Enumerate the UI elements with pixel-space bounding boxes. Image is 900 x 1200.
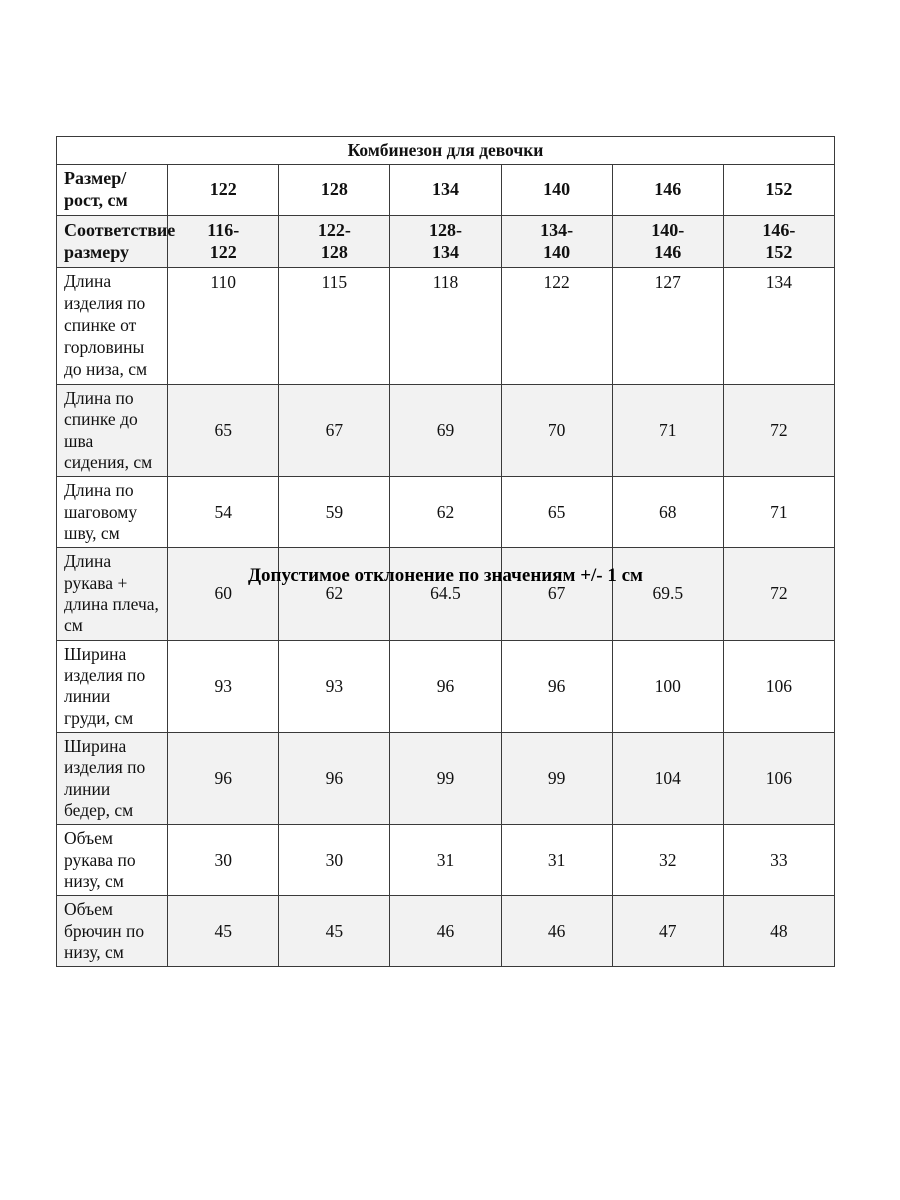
row-7-value-4: 46 (501, 896, 612, 967)
row-1-value-3: 69 (390, 384, 501, 476)
row-1-value-2: 67 (279, 384, 390, 476)
table-header-row (57, 165, 835, 216)
correspondence-bottom-6: 152 (765, 241, 793, 262)
row-label-0-line2: горловины до низа, см (64, 337, 148, 379)
correspondence-cell-6 (723, 216, 834, 268)
row-1-value-4: 70 (501, 384, 612, 476)
row-2-value-6: 71 (723, 477, 834, 548)
correspondence-cell-4 (501, 216, 612, 268)
table-row (57, 477, 835, 548)
table-row (57, 896, 835, 967)
row-label-0-line1: Длина изделия по спинке от (64, 271, 146, 336)
row-7-value-3: 46 (390, 896, 501, 967)
correspondence-cell-3 (390, 216, 501, 268)
row-1-value-6: 72 (723, 384, 834, 476)
correspondence-cell-1 (168, 216, 279, 268)
correspondence-label: Соответствие размеру (57, 216, 168, 268)
row-0-value-6: 134 (723, 268, 834, 384)
row-7-value-5: 47 (612, 896, 723, 967)
row-label-6: Объем рукава по низу, см (57, 825, 168, 896)
table-row (57, 268, 835, 384)
row-6-value-4: 31 (501, 825, 612, 896)
row-0-value-3: 118 (390, 268, 501, 384)
row-5-value-5: 104 (612, 732, 723, 824)
header-size-4: 140 (501, 165, 612, 216)
row-label-2: Длина по шаговому шву, см (57, 477, 168, 548)
header-size-6: 152 (723, 165, 834, 216)
correspondence-cell-2 (279, 216, 390, 268)
table-row (57, 548, 835, 640)
row-2-value-2: 59 (279, 477, 390, 548)
table-title-row (57, 137, 835, 165)
row-0-value-1: 110 (168, 268, 279, 384)
row-label-3: Длина рукава + длина плеча, см (57, 548, 168, 640)
correspondence-bottom-2: 128 (320, 241, 348, 262)
table-row (57, 640, 835, 732)
row-6-value-3: 31 (390, 825, 501, 896)
table-title: Комбинезон для девочки (57, 137, 835, 165)
correspondence-row (57, 216, 835, 268)
correspondence-bottom-3: 134 (431, 241, 459, 262)
row-6-value-1: 30 (168, 825, 279, 896)
correspondence-bottom-4: 140 (543, 241, 571, 262)
row-3-value-2: 62 (279, 548, 390, 640)
row-7-value-6: 48 (723, 896, 834, 967)
row-6-value-5: 32 (612, 825, 723, 896)
row-3-value-6: 72 (723, 548, 834, 640)
tolerance-note: Допустимое отклонение по значениям +/- 1 см (247, 565, 643, 586)
row-6-value-2: 30 (279, 825, 390, 896)
header-size-2: 128 (279, 165, 390, 216)
header-size-1: 122 (168, 165, 279, 216)
row-3-value-5: 69.5 (612, 548, 723, 640)
size-chart-table (56, 136, 835, 967)
row-1-value-1: 65 (168, 384, 279, 476)
row-5-value-2: 96 (279, 732, 390, 824)
row-0-value-4: 122 (501, 268, 612, 384)
row-5-value-6: 106 (723, 732, 834, 824)
row-2-value-5: 68 (612, 477, 723, 548)
row-7-value-2: 45 (279, 896, 390, 967)
correspondence-top-4: 134- (540, 220, 574, 241)
row-4-value-2: 93 (279, 640, 390, 732)
row-3-value-1: 60 (168, 548, 279, 640)
row-2-value-4: 65 (501, 477, 612, 548)
row-2-value-1: 54 (168, 477, 279, 548)
row-label-1: Длина по спинке до шва сидения, см (57, 384, 168, 476)
row-0-value-2: 115 (279, 268, 390, 384)
row-2-value-3: 62 (390, 477, 501, 548)
size-table-container (56, 136, 835, 967)
row-3-value-3: 64.5 (390, 548, 501, 640)
row-4-value-6: 106 (723, 640, 834, 732)
correspondence-bottom-5: 146 (654, 241, 682, 262)
correspondence-top-1: 116- (207, 220, 240, 241)
row-1-value-5: 71 (612, 384, 723, 476)
row-4-value-1: 93 (168, 640, 279, 732)
header-label: Размер/ рост, см (57, 165, 168, 216)
correspondence-cell-5 (612, 216, 723, 268)
row-7-value-1: 45 (168, 896, 279, 967)
row-6-value-6: 33 (723, 825, 834, 896)
row-label-7: Объем брючин по низу, см (57, 896, 168, 967)
correspondence-top-6: 146- (762, 220, 796, 241)
header-size-5: 146 (612, 165, 723, 216)
row-4-value-4: 96 (501, 640, 612, 732)
row-5-value-4: 99 (501, 732, 612, 824)
correspondence-bottom-1: 122 (209, 241, 237, 262)
table-row (57, 825, 835, 896)
row-0-value-5: 127 (612, 268, 723, 384)
header-size-3: 134 (390, 165, 501, 216)
row-label-4: Ширина изделия по линии груди, см (57, 640, 168, 732)
row-3-value-4: 67 (501, 548, 612, 640)
row-4-value-3: 96 (390, 640, 501, 732)
row-5-value-1: 96 (168, 732, 279, 824)
row-label-5: Ширина изделия по линии бедер, см (57, 732, 168, 824)
row-label-0 (57, 268, 168, 384)
table-row (57, 732, 835, 824)
row-5-value-3: 99 (390, 732, 501, 824)
correspondence-top-2: 122- (317, 220, 351, 241)
correspondence-top-5: 140- (651, 220, 685, 241)
table-row (57, 384, 835, 476)
row-4-value-5: 100 (612, 640, 723, 732)
correspondence-top-3: 128- (428, 220, 462, 241)
